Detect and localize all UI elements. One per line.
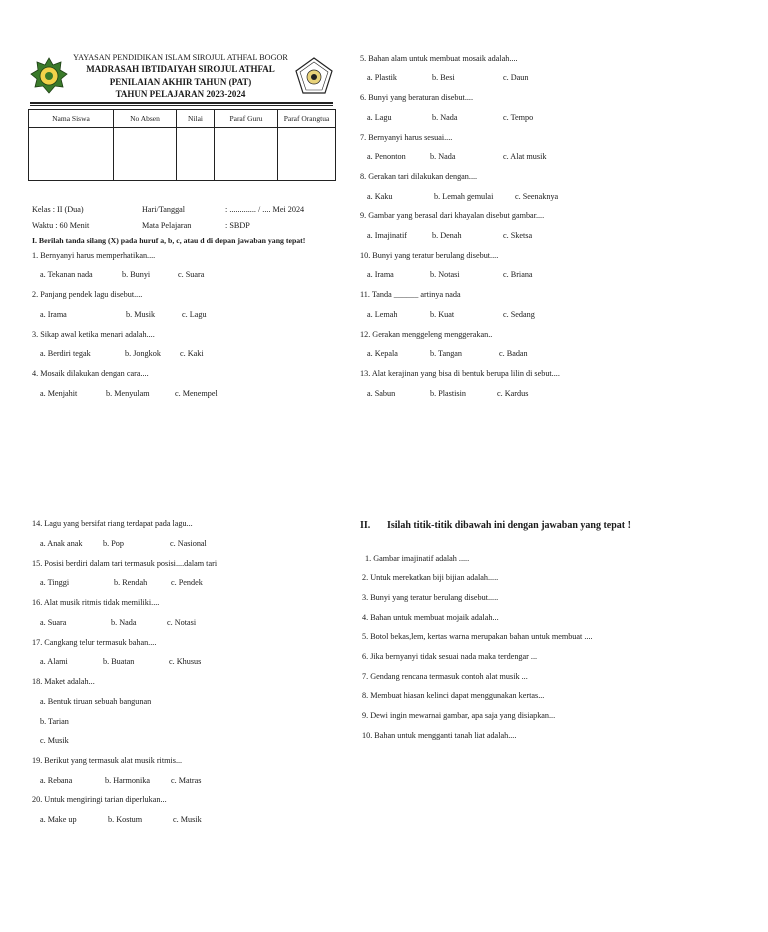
exam-title: PENILAIAN AKHIR TAHUN (PAT) (109, 77, 252, 87)
question-12-option-b: b. Tangan (430, 349, 463, 358)
fill-question-2: 2. Untuk merekatkan biji bijian adalah..... (362, 573, 499, 582)
question-2: 2. Panjang pendek lagu disebut.... (32, 290, 143, 299)
question-9-option-b: b. Denah (432, 231, 462, 240)
question-6-option-a: a. Lagu (367, 113, 392, 122)
question-6-option-b: b. Nada (432, 113, 458, 122)
question-16: 16. Alat musik ritmis tidak memiliki.... (32, 598, 160, 607)
header-rule-thick (30, 102, 333, 104)
question-1-option-a: a. Tekanan nada (40, 270, 93, 279)
fill-question-8: 8. Membuat hiasan kelinci dapat menggunakan kertas... (362, 691, 545, 700)
hari-value: : ............. / .... Mei 2024 (225, 205, 305, 214)
question-16-option-b: b. Nada (111, 618, 137, 627)
question-7-option-c: c. Alat musik (503, 152, 547, 161)
question-12-option-a: a. Kepala (367, 349, 398, 358)
school-name: MADRASAH IBTIDAIYAH SIROJUL ATHFAL (86, 64, 275, 74)
question-4-option-a: a. Menjahit (40, 389, 78, 398)
question-20: 20. Untuk mengiringi tarian diperlukan... (32, 795, 167, 804)
question-9-option-a: a. Imajinatif (367, 231, 408, 240)
question-10-option-b: b. Notasi (430, 270, 460, 279)
fill-question-4: 4. Bahan untuk membuat mojaik adalah... (362, 613, 499, 622)
question-16-option-a: a. Suara (40, 618, 67, 627)
question-17: 17. Cangkang telur termasuk bahan.... (32, 638, 157, 647)
question-9: 9. Gambar yang berasal dari khayalan disebut gambar.... (360, 211, 545, 220)
question-2-option-c: c. Lagu (182, 310, 207, 319)
table-cell-absen (114, 128, 177, 181)
question-8-option-b: b. Lemah gemulai (434, 192, 494, 201)
question-19: 19. Berikut yang termasuk alat musik ritmis... (32, 756, 183, 765)
question-5-option-b: b. Besi (432, 73, 455, 82)
question-4-option-b: b. Menyulam (106, 389, 150, 398)
header-rule-thin (30, 105, 333, 106)
table-header-paraf-orangtua: Paraf Orangtua (278, 110, 336, 128)
question-18: 18. Maket adalah... (32, 677, 95, 686)
question-15-option-a: a. Tinggi (40, 578, 70, 587)
question-20-option-a: a. Make up (40, 815, 77, 824)
question-10-option-a: a. Irama (367, 270, 394, 279)
question-20-option-b: b. Kostum (108, 815, 143, 824)
table-cell-paraf-orangtua (278, 128, 336, 181)
question-17-option-c: c. Khusus (169, 657, 202, 666)
question-11: 11. Tanda ______ artinya nada (360, 290, 461, 299)
fill-question-5: 5. Botol bekas,lem, kertas warna merupakan bahan untuk membuat .... (362, 632, 593, 641)
question-14-option-b: b. Pop (103, 539, 124, 548)
question-1: 1. Bernyanyi harus memperhatikan.... (32, 251, 156, 260)
hari-label: Hari/Tanggal (142, 205, 186, 214)
question-17-option-b: b. Buatan (103, 657, 135, 666)
question-8: 8. Gerakan tari dilakukan dengan.... (360, 172, 478, 181)
question-19-option-a: a. Rebana (40, 776, 73, 785)
question-13-option-b: b. Plastisin (430, 389, 466, 398)
question-13: 13. Alat kerajinan yang bisa di bentuk berupa lilin di sebut.... (360, 369, 560, 378)
question-3-option-c: c. Kaki (180, 349, 204, 358)
question-20-option-c: c. Musik (173, 815, 202, 824)
question-19-option-c: c. Matras (171, 776, 202, 785)
question-2-option-b: b. Musik (126, 310, 156, 319)
question-6: 6. Bunyi yang beraturan disebut.... (360, 93, 474, 102)
table-header-nama: Nama Siswa (29, 110, 114, 128)
fill-question-3: 3. Bunyi yang teratur berulang disebut..... (362, 593, 499, 602)
question-11-option-b: b. Kuat (430, 310, 455, 319)
question-1-option-c: c. Suara (178, 270, 205, 279)
question-12: 12. Gerakan menggeleng menggerakan.. (360, 330, 493, 339)
table-header-nilai: Nilai (177, 110, 215, 128)
kelas-label: Kelas : II (Dua) (32, 205, 84, 214)
question-15: 15. Posisi berdiri dalam tari termasuk posisi....dalam tari (32, 559, 218, 568)
question-8-option-a: a. Kaku (367, 192, 393, 201)
section-1-instruction: I. Berilah tanda silang (X) pada huruf a, b, c, atau d di depan jawaban yang tepat! (32, 236, 306, 245)
school-logo-left (30, 57, 68, 95)
question-15-option-b: b. Rendah (114, 578, 148, 587)
question-6-option-c: c. Tempo (503, 113, 534, 122)
question-10: 10. Bunyi yang teratur berulang disebut.... (360, 251, 499, 260)
table-cell-nilai (177, 128, 215, 181)
question-4-option-c: c. Menempel (175, 389, 218, 398)
student-info-table (28, 109, 336, 181)
fill-question-10: 10. Bahan untuk mengganti tanah liat adalah.... (362, 731, 517, 740)
question-18-option-a: a. Bentuk tiruan sebuah bangunan (40, 697, 152, 706)
question-7: 7. Bernyanyi harus sesuai.... (360, 133, 453, 142)
question-4: 4. Mosaik dilakukan dengan cara.... (32, 369, 149, 378)
fill-question-9: 9. Dewi ingin mewarnai gambar, apa saja yang disiapkan... (362, 711, 556, 720)
question-11-option-a: a. Lemah (367, 310, 398, 319)
question-17-option-a: a. Alami (40, 657, 68, 666)
section-2-number: II. (360, 520, 371, 531)
question-10-option-c: c. Briana (503, 270, 533, 279)
question-5: 5. Bahan alam untuk membuat mosaik adalah.... (360, 54, 518, 63)
school-year: TAHUN PELAJARAN 2023-2024 (115, 89, 246, 99)
table-header-absen: No Absen (114, 110, 177, 128)
question-3-option-b: b. Jongkok (125, 349, 161, 358)
table-header-paraf-guru: Paraf Guru (215, 110, 278, 128)
question-15-option-c: c. Pendek (171, 578, 203, 587)
question-7-option-a: a. Penonton (367, 152, 406, 161)
question-5-option-c: c. Daun (503, 73, 529, 82)
question-13-option-a: a. Sabun (367, 389, 396, 398)
question-11-option-c: c. Sedang (503, 310, 535, 319)
question-18-option-b: b. Tarian (40, 717, 69, 726)
question-14-option-c: c. Nasional (170, 539, 207, 548)
question-2-option-a: a. Irama (40, 310, 67, 319)
question-19-option-b: b. Harmonika (105, 776, 151, 785)
question-3-option-a: a. Berdiri tegak (40, 349, 91, 358)
foundation-name: YAYASAN PENDIDIKAN ISLAM SIROJUL ATHFAL BOGOR (73, 53, 288, 62)
question-9-option-c: c. Sketsa (503, 231, 533, 240)
question-14: 14. Lagu yang bersifat riang terdapat pada lagu... (32, 519, 193, 528)
mapel-value: : SBDP (225, 221, 250, 230)
fill-question-7: 7. Gendang rencana termasuk contoh alat musik ... (362, 672, 528, 681)
table-cell-paraf-guru (215, 128, 278, 181)
fill-question-1: 1. Gambar imajinatif adalah ..... (365, 554, 470, 563)
fill-question-6: 6. Jika bernyanyi tidak sesuai nada maka terdengar ... (362, 652, 538, 661)
question-5-option-a: a. Plastik (367, 73, 398, 82)
question-18-option-c: c. Musik (40, 736, 69, 745)
question-1-option-b: b. Bunyi (122, 270, 151, 279)
section-2-title: Isilah titik-titik dibawah ini dengan jawaban yang tepat ! (387, 520, 631, 531)
question-14-option-a: a. Anak anak (40, 539, 83, 548)
waktu-label: Waktu : 60 Menit (32, 221, 90, 230)
question-16-option-c: c. Notasi (167, 618, 197, 627)
question-3: 3. Sikap awal ketika menari adalah.... (32, 330, 155, 339)
question-7-option-b: b. Nada (430, 152, 456, 161)
question-13-option-c: c. Kardus (497, 389, 529, 398)
table-cell-nama (29, 128, 114, 181)
question-12-option-c: c. Badan (499, 349, 528, 358)
question-8-option-c: c. Seenaknya (515, 192, 559, 201)
mapel-label: Mata Pelajaran (142, 221, 192, 230)
school-logo-right (295, 57, 333, 95)
